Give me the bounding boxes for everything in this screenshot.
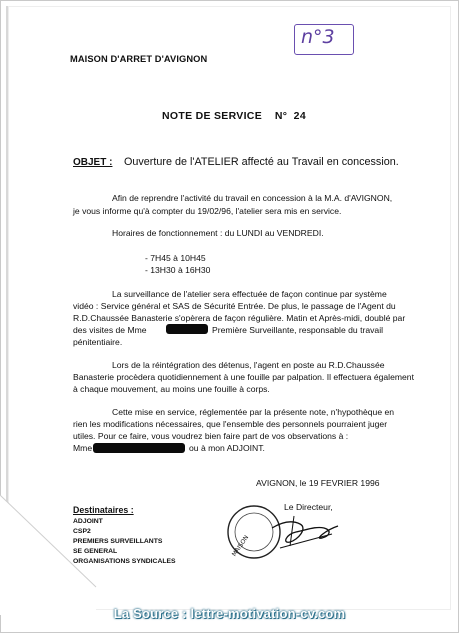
hours-morning: - 7H45 à 10H45 [145, 253, 206, 263]
paragraph-2-line-2: vidéo : Service général et SAS de Sécurité Entrée. De plus, le passage de l'Agent du [73, 301, 396, 311]
recipient-item: ADJOINT [73, 518, 103, 525]
number-stamp: n°3 [301, 26, 335, 48]
paragraph-4-line-4a: Mme [73, 443, 93, 453]
paragraph-4-line-3: utiles. Pour ce faire, vous voudrez bien faire part de vos observations à : [73, 431, 349, 441]
hours-intro: Horaires de fonctionnement : du LUNDI au VENDREDI. [112, 228, 324, 238]
official-seal [220, 500, 350, 570]
signatory-role: Le Directeur, [284, 502, 333, 512]
paragraph-4-line-4b: ou à mon ADJOINT. [189, 443, 265, 453]
signature-scribble-icon [272, 522, 338, 542]
recipient-item: PREMIERS SURVEILLANTS [73, 538, 163, 545]
paragraph-2-line-4a: des visites de Mme [73, 325, 147, 335]
recipient-item: SE GENERAL [73, 548, 118, 555]
recipient-item: ORGANISATIONS SYNDICALES [73, 558, 176, 565]
place-and-date: AVIGNON, le 19 FEVRIER 1996 [256, 478, 380, 488]
redaction-bar [93, 443, 185, 453]
document-title: NOTE DE SERVICE N° 24 [162, 110, 306, 122]
folded-corner [0, 495, 100, 615]
paragraph-2-line-1: La surveillance de l'atelier sera effectuée de façon continue par système [112, 289, 387, 299]
paragraph-4-line-2: rien les modifications nécessaires, que l'ensemble des personnels pourraient juger [73, 419, 388, 429]
objet-label: OBJET : [73, 157, 113, 168]
recipient-item: CSP2 [73, 528, 91, 535]
seal-text: MAISON [230, 534, 251, 558]
objet-text: Ouverture de l'ATELIER affecté au Travail en concession. [124, 156, 399, 168]
recipients-title: Destinataires : [73, 505, 134, 515]
paragraph-2-line-4b: Première Surveillante, responsable du travail [212, 325, 384, 335]
paragraph-4-line-1: Cette mise en service, réglementée par la présente note, n'hypothèque en [112, 407, 395, 417]
institution-name: MAISON D'ARRET D'AVIGNON [70, 54, 208, 64]
redaction-bar [166, 324, 208, 334]
paragraph-3-line-2: Banasterie procèdera quotidiennement à une fouille par palpation. Il effectuera également [73, 372, 414, 382]
hours-afternoon: - 13H30 à 16H30 [145, 265, 211, 275]
paragraph-1-line-1: Afin de reprendre l'activité du travail en concession à la M.A. d'AVIGNON, [112, 193, 393, 203]
paragraph-1-line-2: je vous informe qu'à compter du 19/02/96, l'atelier sera mis en service. [73, 206, 342, 216]
source-watermark: La Source : lettre-motivation-cv.com [113, 606, 346, 621]
paragraph-3-line-1: Lors de la réintégration des détenus, l'agent en poste au R.D.Chaussée [112, 360, 385, 370]
paragraph-3-line-3: à chaque mouvement, au moins une fouille à corps. [73, 384, 270, 394]
paragraph-2-line-3: R.D.Chaussée Banasterie s'opèrera de façon régulière. Matin et Après-midi, doublé par [73, 313, 406, 323]
paragraph-2-line-5: pénitentiaire. [73, 337, 123, 347]
